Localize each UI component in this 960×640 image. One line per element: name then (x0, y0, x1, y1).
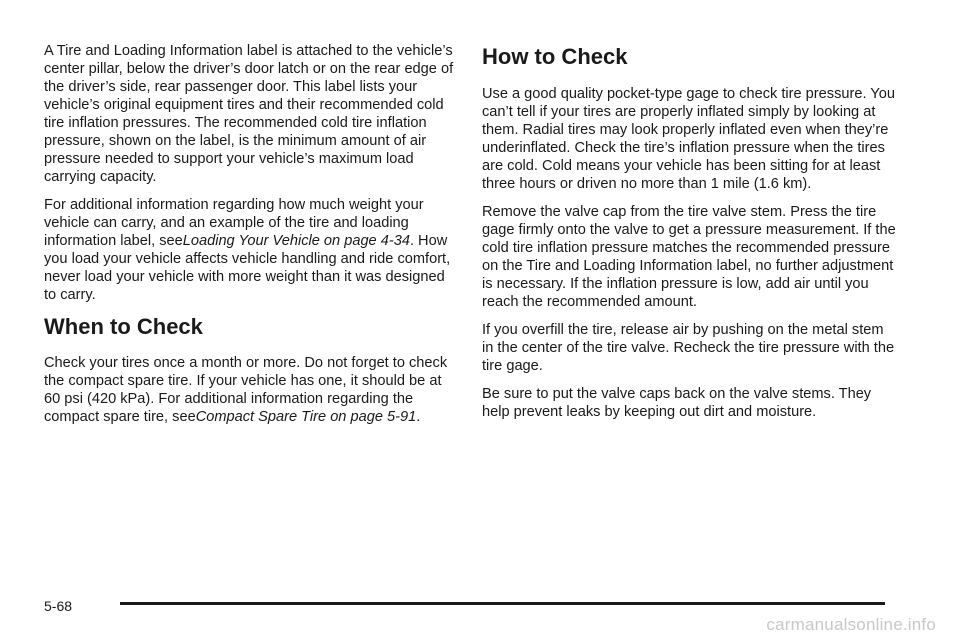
overfill-paragraph: If you overfill the tire, release air by pushing on the metal stem in the center of the tire valve. Recheck the tire pressure with the tire gage. (482, 322, 895, 374)
page-number: 5-68 (44, 598, 73, 614)
left-column (44, 42, 459, 436)
when-to-check-paragraph (44, 354, 459, 426)
loading-info-paragraph (44, 196, 459, 304)
when-to-check-text-end: . (416, 409, 421, 425)
footer-rule (120, 602, 885, 605)
when-to-check-text: Check your tires once a month or more. Do not forget to check the compact spare tire. If your vehicle has one, it should be at 60 psi (420 kPa). For additional information regarding the compact spare tire, see (44, 355, 448, 425)
valve-cap-paragraph: Remove the valve cap from the tire valve stem. Press the tire gage firmly onto the valve to get a pressure measurement. If the cold tire inflation pressure matches the recommended pressure on the Tire and Loading Information label, no further adjustment is necessary. If the inflation pressure is low, add air until you reach the recommended amount. (482, 204, 896, 310)
loading-info-text: For additional information regarding how much weight your vehicle can carry, and an example of the tire and loading information label, see (44, 197, 424, 249)
how-to-check-heading: How to Check (482, 44, 628, 69)
loading-vehicle-link[interactable]: Loading Your Vehicle on page 4-34 (182, 233, 410, 249)
watermark: carmanualsonline.info (766, 615, 936, 634)
valve-caps-back-paragraph: Be sure to put the valve caps back on the valve stems. They help prevent leaks by keeping out dirt and moisture. (482, 386, 872, 420)
gage-paragraph: Use a good quality pocket-type gage to check tire pressure. You can’t tell if your tires are properly inflated simply by looking at them. Radial tires may look properly inflated even when they’re underinflated. Check the tire’s inflation pressure when the tires are cold. Cold means your vehicle has been sitting for at least three hours or driven no more than 1 mile (1.6 km). (482, 86, 895, 192)
right-column (482, 44, 897, 431)
when-to-check-heading: When to Check (44, 314, 203, 339)
loading-info-text-end: . How you load your vehicle affects vehicle handling and ride comfort, never load your vehicle with more weight than it was designed to carry. (44, 233, 451, 303)
tire-label-paragraph: A Tire and Loading Information label is attached to the vehicle’s center pillar, below the driver’s door latch or on the rear edge of the driver’s side, rear passenger door. This label lists your vehicle’s original equipment tires and their recommended cold tire inflation pressures. The recommended cold tire inflation pressure, shown on the label, is the minimum amount of air pressure needed to support your vehicle’s maximum load carrying capacity. (44, 43, 454, 185)
compact-spare-link[interactable]: Compact Spare Tire on page 5-91 (195, 409, 417, 425)
